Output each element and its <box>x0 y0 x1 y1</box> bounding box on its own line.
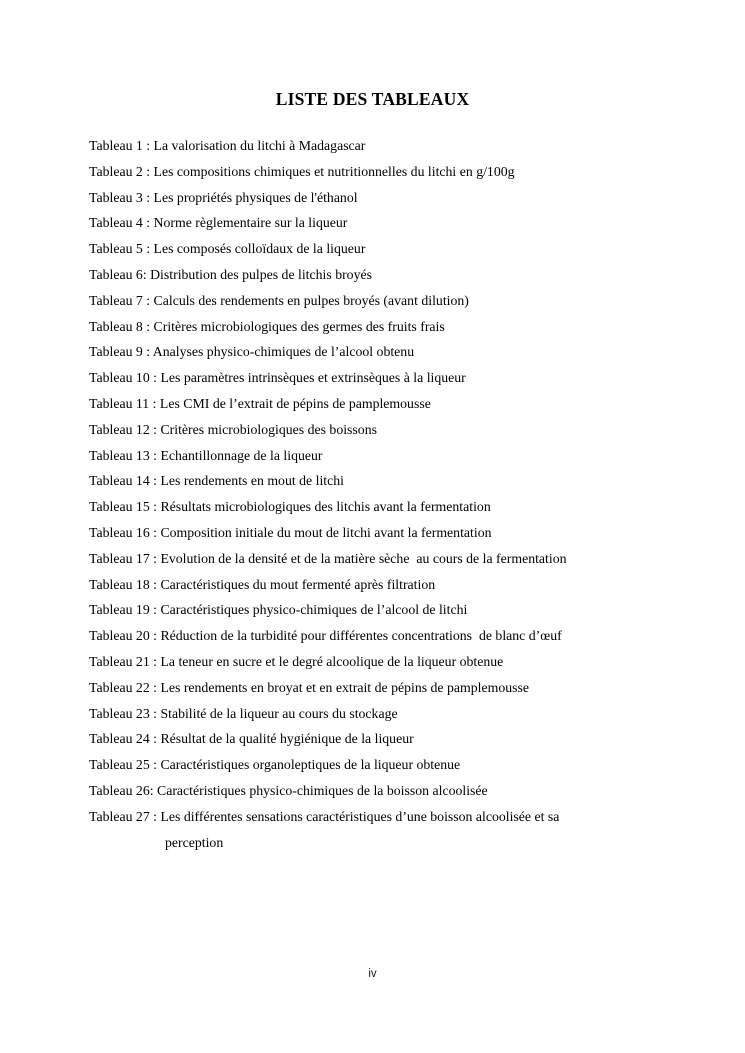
toc-entry: Tableau 12 : Critères microbiologiques des boissons <box>89 421 377 437</box>
toc-entry: Tableau 8 : Critères microbiologiques des germes des fruits frais <box>89 318 445 334</box>
page-number: iv <box>368 968 377 980</box>
toc-entry: Tableau 7 : Calculs des rendements en pulpes broyés (avant dilution) <box>89 292 469 308</box>
toc-entry: Tableau 27 : Les différentes sensations caractéristiques d’une boisson alcoolisée et sa <box>89 808 560 824</box>
toc-entry: Tableau 6: Distribution des pulpes de litchis broyés <box>89 266 372 282</box>
toc-entry: Tableau 1 : La valorisation du litchi à Madagascar <box>89 138 366 153</box>
toc-entry: Tableau 9 : Analyses physico-chimiques de l’alcool obtenu <box>89 344 415 360</box>
toc-entry: Tableau 22 : Les rendements en broyat et en extrait de pépins de pamplemousse <box>89 679 530 695</box>
toc-entry: Tableau 25 : Caractéristiques organoleptiques de la liqueur obtenue <box>89 757 461 773</box>
toc-entry: Tableau 2 : Les compositions chimiques et nutritionnelles du litchi en g/100g <box>89 163 515 179</box>
toc-entry: Tableau 26: Caractéristiques physico-chimiques de la boisson alcoolisée <box>89 782 488 798</box>
toc-entry-continuation: perception <box>165 834 224 850</box>
toc-entry: Tableau 20 : Réduction de la turbidité pour différentes concentrations de blanc d’œuf <box>89 628 562 644</box>
toc-entry: Tableau 11 : Les CMI de l’extrait de pépins de pamplemousse <box>89 395 431 411</box>
toc-entry: Tableau 14 : Les rendements en mout de litchi <box>89 473 344 489</box>
toc-entry: Tableau 17 : Evolution de la densité et de la matière sèche au cours de la fermentation <box>89 550 567 566</box>
toc-entry: Tableau 5 : Les composés colloïdaux de la liqueur <box>89 241 366 257</box>
toc-entry: Tableau 21 : La teneur en sucre et le degré alcoolique de la liqueur obtenue <box>89 653 504 669</box>
toc-entry: Tableau 10 : Les paramètres intrinsèques et extrinsèques à la liqueur <box>89 370 466 386</box>
toc-entry: Tableau 19 : Caractéristiques physico-chimiques de l’alcool de litchi <box>89 602 468 618</box>
toc-entry: Tableau 24 : Résultat de la qualité hygiénique de la liqueur <box>89 731 414 747</box>
toc-entry: Tableau 15 : Résultats microbiologiques des litchis avant la fermentation <box>89 499 491 515</box>
toc-entry: Tableau 4 : Norme règlementaire sur la liqueur <box>89 215 348 231</box>
toc-entry: Tableau 18 : Caractéristiques du mout fermenté après filtration <box>89 576 436 592</box>
toc-entry: Tableau 3 : Les propriétés physiques de l'éthanol <box>89 189 358 205</box>
toc-entry: Tableau 13 : Echantillonnage de la liqueur <box>89 447 323 463</box>
toc-entry: Tableau 16 : Composition initiale du mout de litchi avant la fermentation <box>89 524 492 540</box>
toc-entry: Tableau 23 : Stabilité de la liqueur au cours du stockage <box>89 705 398 721</box>
page-title: LISTE DES TABLEAUX <box>275 89 470 109</box>
list-of-tables <box>89 133 700 855</box>
